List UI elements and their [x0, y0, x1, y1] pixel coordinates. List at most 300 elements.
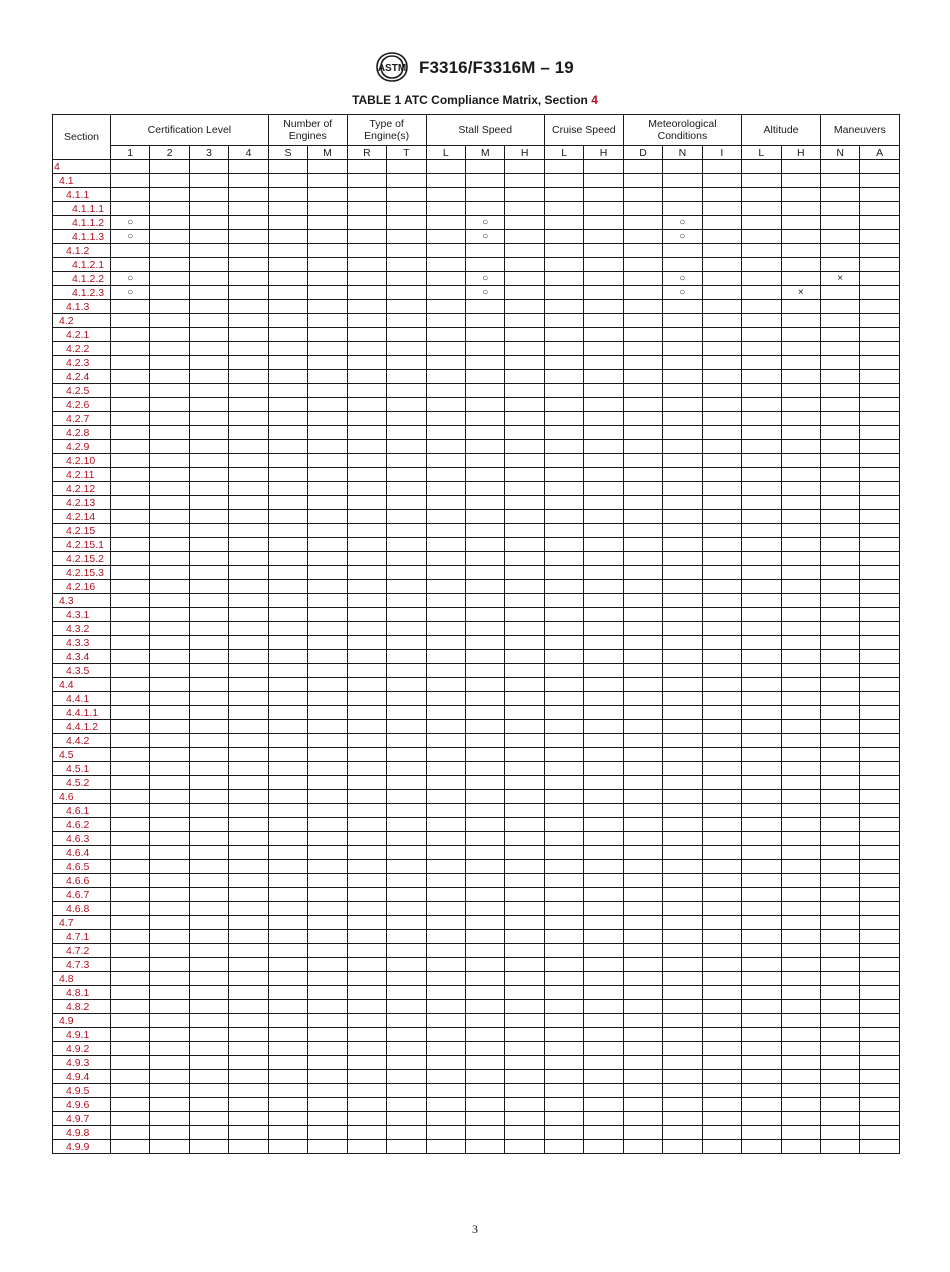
- section-link[interactable]: 4.2.15.3: [53, 566, 111, 580]
- matrix-cell: [544, 804, 583, 818]
- matrix-cell: [268, 1126, 307, 1140]
- matrix-cell: [189, 482, 228, 496]
- section-link[interactable]: 4.9.9: [53, 1140, 111, 1154]
- matrix-cell: [150, 846, 189, 860]
- section-link[interactable]: 4.1.1.1: [53, 202, 111, 216]
- matrix-cell: [505, 804, 544, 818]
- matrix-cell: [426, 1098, 465, 1112]
- matrix-cell: [229, 678, 268, 692]
- matrix-cell: [505, 902, 544, 916]
- matrix-cell: [584, 216, 623, 230]
- matrix-cell: [347, 972, 386, 986]
- section-link[interactable]: 4.9.5: [53, 1084, 111, 1098]
- matrix-cell: [505, 468, 544, 482]
- table-row: [53, 510, 900, 524]
- matrix-cell: [623, 244, 662, 258]
- matrix-cell: [860, 454, 899, 468]
- matrix-cell: [860, 916, 899, 930]
- section-link[interactable]: 4.6.3: [53, 832, 111, 846]
- matrix-cell: [505, 174, 544, 188]
- section-link[interactable]: 4.2.2: [53, 342, 111, 356]
- section-link[interactable]: 4.8.1: [53, 986, 111, 1000]
- section-link[interactable]: 4.6.4: [53, 846, 111, 860]
- applicable-circle-mark: ○: [127, 217, 134, 228]
- section-link[interactable]: 4.2.15: [53, 524, 111, 538]
- section-link[interactable]: 4.2.4: [53, 370, 111, 384]
- matrix-cell: [466, 1126, 505, 1140]
- matrix-cell: [387, 342, 426, 356]
- section-link[interactable]: 4.4.1: [53, 692, 111, 706]
- matrix-cell: [189, 832, 228, 846]
- matrix-cell: [268, 678, 307, 692]
- section-link[interactable]: 4.2.13: [53, 496, 111, 510]
- matrix-cell: [584, 594, 623, 608]
- section-link[interactable]: 4.2.9: [53, 440, 111, 454]
- matrix-cell: [426, 944, 465, 958]
- matrix-cell: [860, 622, 899, 636]
- matrix-cell: [505, 888, 544, 902]
- matrix-cell: [308, 510, 347, 524]
- matrix-cell: [347, 832, 386, 846]
- matrix-cell: [781, 1084, 820, 1098]
- matrix-cell: [820, 804, 859, 818]
- matrix-cell: [268, 286, 307, 300]
- section-link[interactable]: 4.1.2.3: [53, 286, 111, 300]
- matrix-cell: [860, 1056, 899, 1070]
- matrix-cell: [347, 958, 386, 972]
- matrix-cell: [111, 356, 150, 370]
- section-link[interactable]: 4.6.7: [53, 888, 111, 902]
- matrix-cell: [742, 202, 781, 216]
- matrix-cell: [268, 216, 307, 230]
- section-link[interactable]: 4.3.1: [53, 608, 111, 622]
- section-link[interactable]: 4.9.2: [53, 1042, 111, 1056]
- section-link[interactable]: 4.7: [53, 916, 111, 930]
- matrix-cell: [623, 300, 662, 314]
- matrix-cell: [268, 874, 307, 888]
- matrix-cell: [308, 972, 347, 986]
- section-link[interactable]: 4.2.3: [53, 356, 111, 370]
- section-link[interactable]: 4.6.8: [53, 902, 111, 916]
- matrix-cell: [189, 986, 228, 1000]
- matrix-cell: [742, 1000, 781, 1014]
- section-link[interactable]: 4.2: [53, 314, 111, 328]
- matrix-cell: [347, 678, 386, 692]
- matrix-cell: [742, 580, 781, 594]
- matrix-cell: [229, 1126, 268, 1140]
- matrix-cell: [347, 986, 386, 1000]
- matrix-cell: [544, 300, 583, 314]
- matrix-cell: [584, 258, 623, 272]
- matrix-cell: [229, 818, 268, 832]
- matrix-cell: [544, 342, 583, 356]
- matrix-cell: [702, 370, 741, 384]
- matrix-cell: [742, 622, 781, 636]
- section-link[interactable]: 4.2.16: [53, 580, 111, 594]
- matrix-cell: [781, 1028, 820, 1042]
- matrix-cell: [426, 1084, 465, 1098]
- table-row: [53, 1098, 900, 1112]
- section-link[interactable]: 4.6.6: [53, 874, 111, 888]
- matrix-cell: [466, 342, 505, 356]
- matrix-cell: [623, 846, 662, 860]
- matrix-cell: [466, 832, 505, 846]
- matrix-cell: [584, 538, 623, 552]
- section-link[interactable]: 4.6: [53, 790, 111, 804]
- matrix-cell: [781, 258, 820, 272]
- matrix-cell: [544, 398, 583, 412]
- table-row: [53, 622, 900, 636]
- matrix-cell: [584, 202, 623, 216]
- matrix-cell: [623, 174, 662, 188]
- matrix-cell: [426, 160, 465, 174]
- matrix-cell: [781, 1042, 820, 1056]
- matrix-cell: [189, 258, 228, 272]
- matrix-cell: [505, 1140, 544, 1154]
- section-link[interactable]: 4: [53, 160, 111, 174]
- section-link[interactable]: 4.9.6: [53, 1098, 111, 1112]
- matrix-cell: [742, 860, 781, 874]
- matrix-cell: [150, 888, 189, 902]
- matrix-cell: [308, 1084, 347, 1098]
- matrix-cell: [505, 496, 544, 510]
- matrix-cell: [860, 440, 899, 454]
- section-link[interactable]: 4.2.8: [53, 426, 111, 440]
- section-link[interactable]: 4.1.3: [53, 300, 111, 314]
- section-link[interactable]: 4.3.3: [53, 636, 111, 650]
- matrix-cell: [387, 440, 426, 454]
- sub-column-header: L: [426, 146, 465, 160]
- section-link[interactable]: 4.1: [53, 174, 111, 188]
- matrix-cell: [505, 958, 544, 972]
- table-row: [53, 1084, 900, 1098]
- matrix-cell: [229, 160, 268, 174]
- matrix-cell: [111, 286, 150, 300]
- matrix-cell: [308, 202, 347, 216]
- table-row: [53, 496, 900, 510]
- section-link[interactable]: 4.9.7: [53, 1112, 111, 1126]
- matrix-cell: [544, 930, 583, 944]
- section-link[interactable]: 4.2.12: [53, 482, 111, 496]
- matrix-cell: [347, 930, 386, 944]
- matrix-cell: [544, 1042, 583, 1056]
- matrix-cell: [820, 860, 859, 874]
- matrix-cell: [387, 720, 426, 734]
- matrix-cell: [426, 482, 465, 496]
- matrix-cell: [781, 314, 820, 328]
- matrix-cell: [702, 622, 741, 636]
- matrix-cell: [426, 818, 465, 832]
- matrix-cell: [584, 496, 623, 510]
- matrix-cell: [111, 636, 150, 650]
- group-header: Certification Level: [111, 115, 269, 146]
- matrix-cell: [623, 916, 662, 930]
- section-link[interactable]: 4.2.7: [53, 412, 111, 426]
- matrix-cell: [387, 748, 426, 762]
- section-link[interactable]: 4.1.1.3: [53, 230, 111, 244]
- matrix-cell: [426, 510, 465, 524]
- matrix-cell: [663, 230, 702, 244]
- section-link[interactable]: 4.7.1: [53, 930, 111, 944]
- matrix-cell: [268, 412, 307, 426]
- section-link[interactable]: 4.2.1: [53, 328, 111, 342]
- matrix-cell: [466, 748, 505, 762]
- matrix-cell: [623, 510, 662, 524]
- section-link[interactable]: 4.2.15.1: [53, 538, 111, 552]
- matrix-cell: [111, 608, 150, 622]
- section-link[interactable]: 4.2.6: [53, 398, 111, 412]
- matrix-cell: [505, 426, 544, 440]
- matrix-cell: [308, 230, 347, 244]
- section-link[interactable]: 4.3.4: [53, 650, 111, 664]
- section-link[interactable]: 4.7.3: [53, 958, 111, 972]
- matrix-cell: [742, 706, 781, 720]
- matrix-cell: [150, 566, 189, 580]
- matrix-cell: [505, 1070, 544, 1084]
- matrix-cell: [426, 1014, 465, 1028]
- matrix-cell: [544, 202, 583, 216]
- section-link[interactable]: 4.5.2: [53, 776, 111, 790]
- matrix-cell: [623, 902, 662, 916]
- matrix-cell: [189, 314, 228, 328]
- section-link[interactable]: 4.6.5: [53, 860, 111, 874]
- matrix-cell: [544, 888, 583, 902]
- matrix-cell: [584, 804, 623, 818]
- matrix-cell: [150, 678, 189, 692]
- matrix-cell: [544, 230, 583, 244]
- matrix-cell: [189, 706, 228, 720]
- section-link[interactable]: 4.5: [53, 748, 111, 762]
- section-link[interactable]: 4.3.2: [53, 622, 111, 636]
- matrix-cell: [150, 734, 189, 748]
- section-link[interactable]: 4.3.5: [53, 664, 111, 678]
- matrix-cell: [189, 440, 228, 454]
- section-link[interactable]: 4.2.10: [53, 454, 111, 468]
- matrix-cell: [466, 1042, 505, 1056]
- matrix-cell: [623, 524, 662, 538]
- section-link[interactable]: 4.2.14: [53, 510, 111, 524]
- matrix-cell: [308, 1042, 347, 1056]
- matrix-cell: [781, 930, 820, 944]
- matrix-cell: [347, 328, 386, 342]
- section-link[interactable]: 4.9.4: [53, 1070, 111, 1084]
- matrix-cell: [111, 482, 150, 496]
- table-row: [53, 272, 900, 286]
- section-link[interactable]: 4.4: [53, 678, 111, 692]
- matrix-cell: [663, 272, 702, 286]
- table-row: [53, 356, 900, 370]
- matrix-cell: [347, 1140, 386, 1154]
- matrix-cell: [860, 790, 899, 804]
- matrix-cell: [229, 916, 268, 930]
- matrix-cell: [820, 230, 859, 244]
- section-link[interactable]: 4.8.2: [53, 1000, 111, 1014]
- caption-section-link[interactable]: 4: [591, 93, 598, 107]
- section-link[interactable]: 4.4.1.2: [53, 720, 111, 734]
- matrix-cell: [150, 902, 189, 916]
- matrix-cell: [268, 986, 307, 1000]
- matrix-cell: [111, 314, 150, 328]
- matrix-cell: [742, 748, 781, 762]
- matrix-cell: [623, 1126, 662, 1140]
- table-row: [53, 384, 900, 398]
- matrix-cell: [150, 342, 189, 356]
- matrix-cell: [820, 916, 859, 930]
- group-header: Type of Engine(s): [347, 115, 426, 146]
- matrix-cell: [189, 1126, 228, 1140]
- matrix-cell: [268, 664, 307, 678]
- matrix-cell: [860, 230, 899, 244]
- matrix-cell: [387, 1028, 426, 1042]
- matrix-cell: [820, 986, 859, 1000]
- table-row: [53, 538, 900, 552]
- matrix-cell: [268, 832, 307, 846]
- section-link[interactable]: 4.4.1.1: [53, 706, 111, 720]
- matrix-cell: [466, 384, 505, 398]
- matrix-cell: [189, 888, 228, 902]
- matrix-cell: [860, 692, 899, 706]
- matrix-cell: [742, 482, 781, 496]
- matrix-cell: [189, 356, 228, 370]
- matrix-cell: [623, 538, 662, 552]
- compliance-matrix-table: [52, 114, 900, 1154]
- matrix-cell: [820, 622, 859, 636]
- matrix-cell: [663, 720, 702, 734]
- matrix-cell: [466, 1000, 505, 1014]
- matrix-cell: [584, 1070, 623, 1084]
- matrix-cell: [820, 328, 859, 342]
- matrix-cell: [268, 636, 307, 650]
- section-link[interactable]: 4.1.2.2: [53, 272, 111, 286]
- matrix-cell: [623, 930, 662, 944]
- matrix-cell: [623, 594, 662, 608]
- matrix-cell: [544, 538, 583, 552]
- section-link[interactable]: 4.9.3: [53, 1056, 111, 1070]
- group-header-row: [53, 115, 900, 146]
- matrix-cell: [584, 328, 623, 342]
- matrix-cell: [308, 790, 347, 804]
- section-link[interactable]: 4.1.1.2: [53, 216, 111, 230]
- matrix-cell: [189, 1056, 228, 1070]
- section-link[interactable]: 4.9.1: [53, 1028, 111, 1042]
- section-link[interactable]: 4.9: [53, 1014, 111, 1028]
- matrix-cell: [111, 1028, 150, 1042]
- matrix-cell: [544, 790, 583, 804]
- matrix-cell: [189, 720, 228, 734]
- matrix-cell: [742, 1084, 781, 1098]
- matrix-cell: [150, 216, 189, 230]
- matrix-cell: [702, 692, 741, 706]
- matrix-cell: [189, 1084, 228, 1098]
- matrix-cell: [860, 188, 899, 202]
- matrix-cell: [466, 1070, 505, 1084]
- section-link[interactable]: 4.6.1: [53, 804, 111, 818]
- matrix-cell: [466, 468, 505, 482]
- matrix-cell: [426, 174, 465, 188]
- matrix-cell: [426, 552, 465, 566]
- matrix-cell: [702, 1000, 741, 1014]
- matrix-cell: [505, 202, 544, 216]
- section-link[interactable]: 4.1.1: [53, 188, 111, 202]
- matrix-cell: [820, 160, 859, 174]
- matrix-cell: [820, 258, 859, 272]
- matrix-cell: [466, 300, 505, 314]
- matrix-cell: [663, 902, 702, 916]
- matrix-cell: [466, 482, 505, 496]
- matrix-cell: [544, 706, 583, 720]
- matrix-cell: [820, 1028, 859, 1042]
- section-link[interactable]: 4.1.2: [53, 244, 111, 258]
- matrix-cell: [466, 1056, 505, 1070]
- table-row: [53, 524, 900, 538]
- matrix-cell: [584, 1126, 623, 1140]
- matrix-cell: [347, 790, 386, 804]
- matrix-cell: [229, 972, 268, 986]
- group-header: Meteorological Conditions: [623, 115, 741, 146]
- matrix-cell: [584, 580, 623, 594]
- matrix-cell: [268, 790, 307, 804]
- section-link[interactable]: 4.9.8: [53, 1126, 111, 1140]
- matrix-cell: [820, 412, 859, 426]
- matrix-cell: [584, 1014, 623, 1028]
- matrix-cell: [702, 762, 741, 776]
- matrix-cell: [189, 818, 228, 832]
- matrix-cell: [466, 636, 505, 650]
- section-link[interactable]: 4.2.5: [53, 384, 111, 398]
- matrix-cell: [860, 874, 899, 888]
- section-link[interactable]: 4.2.15.2: [53, 552, 111, 566]
- matrix-cell: [742, 300, 781, 314]
- matrix-cell: [111, 468, 150, 482]
- matrix-cell: [505, 370, 544, 384]
- table-row: [53, 902, 900, 916]
- table-row: [53, 286, 900, 300]
- section-link[interactable]: 4.1.2.1: [53, 258, 111, 272]
- matrix-cell: [387, 1098, 426, 1112]
- matrix-cell: [189, 230, 228, 244]
- matrix-cell: [347, 818, 386, 832]
- matrix-cell: [229, 874, 268, 888]
- section-link[interactable]: 4.5.1: [53, 762, 111, 776]
- matrix-cell: [229, 272, 268, 286]
- section-link[interactable]: 4.2.11: [53, 468, 111, 482]
- matrix-cell: [347, 664, 386, 678]
- matrix-cell: [466, 776, 505, 790]
- matrix-cell: [111, 566, 150, 580]
- matrix-cell: [229, 594, 268, 608]
- matrix-cell: [663, 818, 702, 832]
- matrix-cell: [584, 188, 623, 202]
- section-link[interactable]: 4.3: [53, 594, 111, 608]
- matrix-cell: [584, 706, 623, 720]
- matrix-cell: [229, 1098, 268, 1112]
- matrix-cell: [387, 790, 426, 804]
- section-link[interactable]: 4.7.2: [53, 944, 111, 958]
- section-link[interactable]: 4.4.2: [53, 734, 111, 748]
- matrix-cell: [663, 692, 702, 706]
- document-id: F3316/F3316M – 19: [419, 58, 574, 77]
- matrix-cell: [505, 566, 544, 580]
- matrix-cell: [150, 454, 189, 468]
- matrix-cell: [189, 342, 228, 356]
- matrix-cell: [742, 314, 781, 328]
- section-link[interactable]: 4.6.2: [53, 818, 111, 832]
- section-link[interactable]: 4.8: [53, 972, 111, 986]
- matrix-cell: [820, 846, 859, 860]
- matrix-cell: [781, 468, 820, 482]
- matrix-cell: [268, 762, 307, 776]
- matrix-cell: [820, 818, 859, 832]
